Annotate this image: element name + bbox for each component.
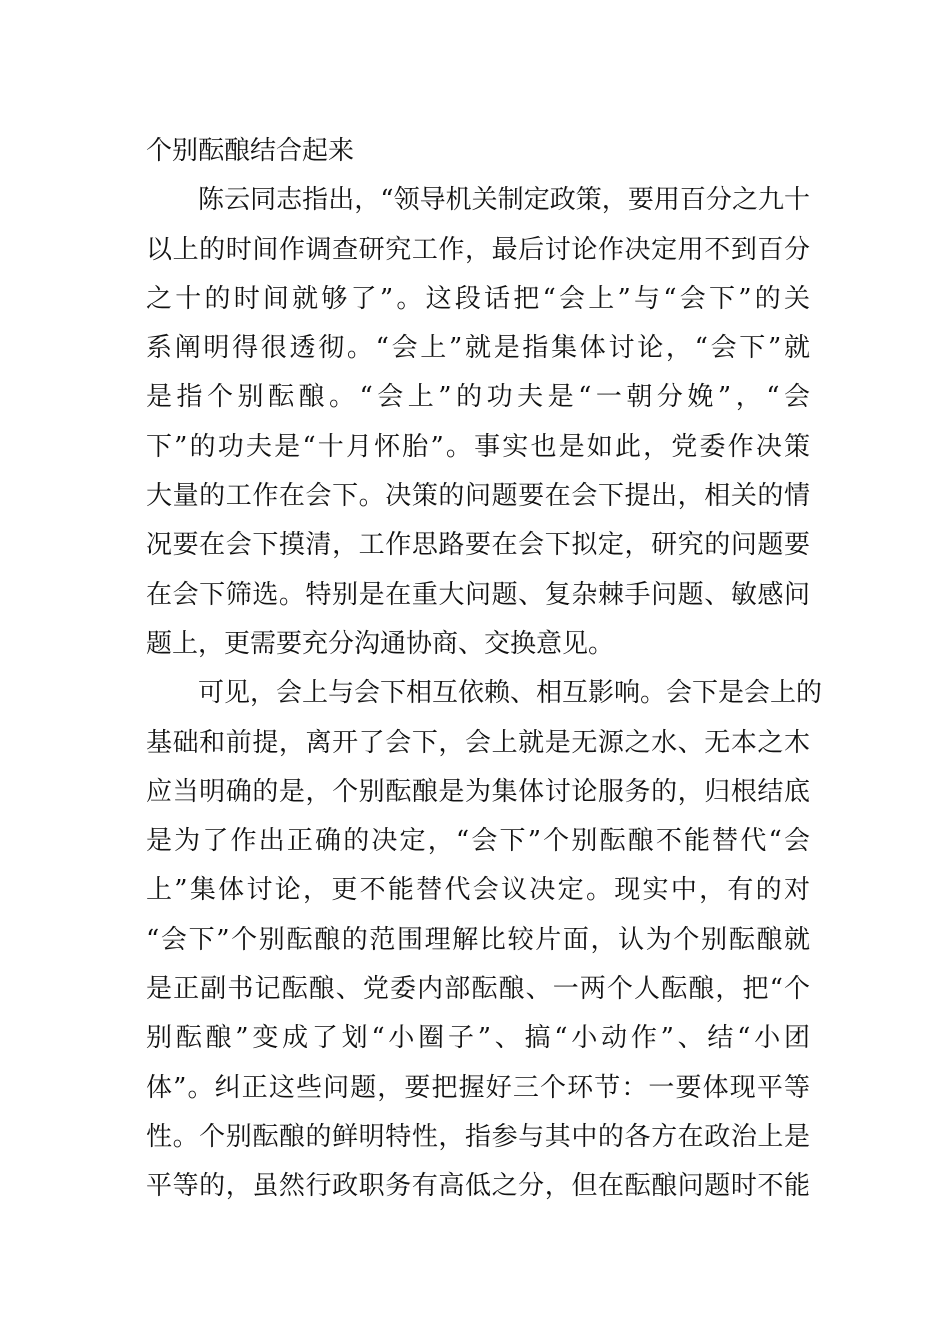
text-line: 系阐明得很透彻。“会上”就是指集体讨论，“会下”就 [146,333,810,364]
text-line: 应当明确的是，个别酝酿是为集体讨论服务的，归根结底 [146,776,810,807]
paragraph-2 [146,669,823,1211]
text-line: 在会下筛选。特别是在重大问题、复杂棘手问题、敏感问 [146,579,810,610]
text-line: 大量的工作在会下。决策的问题要在会下提出，相关的情 [146,481,810,512]
text-line: 陈云同志指出，“领导机关制定政策，要用百分之九十 [146,185,810,216]
text-line: “会下”个别酝酿的范围理解比较片面，认为个别酝酿就 [146,924,810,955]
text-line: 上”集体讨论，更不能替代会议决定。现实中，有的对 [146,875,810,906]
text-line: 基础和前提，离开了会下，会上就是无源之水、无本之木 [146,727,810,758]
text-line: 下”的功夫是“十月怀胎”。事实也是如此，党委作决策 [146,431,810,462]
text-line: 题上，更需要充分沟通协商、交换意见。 [146,628,615,659]
text-line: 况要在会下摸清，工作思路要在会下拟定，研究的问题要 [146,530,810,561]
text-line: 是指个别酝酿。“会上”的功夫是“一朝分娩”，“会 [146,382,810,413]
text-line: 可见，会上与会下相互依赖、相互影响。会下是会上的 [146,678,823,709]
text-line: 以上的时间作调查研究工作，最后讨论作决定用不到百分 [146,234,810,265]
text-line: 是为了作出正确的决定，“会下”个别酝酿不能替代“会 [146,826,810,857]
text-line: 是正副书记酝酿、党委内部酝酿、一两个人酝酿，把“个 [146,974,810,1005]
paragraph-1 [146,176,810,669]
text-line: 之十的时间就够了”。这段话把“会上”与“会下”的关 [146,283,810,314]
document-body [146,127,823,1212]
text-line: 别酝酿”变成了划“小圈子”、搞“小动作”、结“小团 [146,1023,810,1054]
text-line: 平等的，虽然行政职务有高低之分，但在酝酿问题时不能 [146,1171,810,1202]
text-line: 性。个别酝酿的鲜明特性，指参与其中的各方在政治上是 [146,1121,810,1152]
text-line: 体”。纠正这些问题，要把握好三个环节：一要体现平等 [146,1072,810,1103]
heading-fragment: 个别酝酿结合起来 [146,136,355,166]
